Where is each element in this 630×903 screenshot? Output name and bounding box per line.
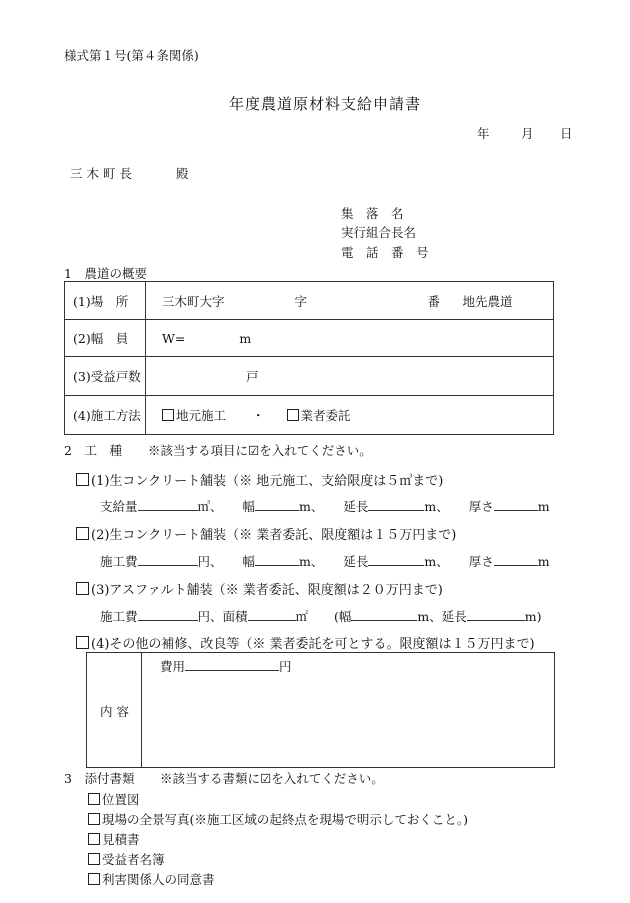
work-item-1: (1)生コンクリート舗装（※ 地元施工、支給限度は５㎥まで) [76, 470, 443, 489]
checkbox-icon[interactable] [88, 833, 100, 845]
checkbox-icon[interactable] [88, 873, 100, 885]
table-row [65, 357, 554, 396]
work-item-2: (2)生コンクリート舗装（※ 業者委託、限度額は１５万円まで) [76, 524, 456, 543]
page-title: 年度農道原材料支給申請書 [229, 95, 422, 113]
section2-heading: 2 工 種 [64, 443, 122, 458]
form-number: 様式第１号(第４条関係) [64, 48, 199, 63]
work-item-2-fields: 施工費 円、 幅 m、 延長 m、 厚さ m [100, 554, 550, 569]
addressee: 三 木 町 長 [70, 166, 132, 181]
content-input-area[interactable] [143, 677, 551, 765]
content-label: 内 容 [100, 704, 129, 719]
row-label: (3)受益戸数 [65, 357, 146, 396]
checkbox-icon[interactable] [88, 853, 100, 865]
cost-field: 費用 円 [160, 659, 292, 674]
work-item-1-fields: 支給量 ㎥、 幅 m、 延長 m、 厚さ m [100, 499, 550, 514]
addressee-suffix: 殿 [176, 166, 189, 181]
checkbox-local-icon[interactable] [162, 409, 174, 421]
section3-heading: 3 添付書類 [64, 771, 135, 786]
applicant-leader: 実行組合長名 [341, 225, 417, 240]
row-label: (4)施工方法 [65, 396, 146, 435]
list-item: 現場の全景写真(※施工区域の起終点を現場で明示しておくこと。) [88, 810, 468, 828]
width-value[interactable]: W= m [146, 320, 554, 357]
date-month: 月 [521, 126, 534, 141]
content-box [86, 652, 555, 768]
checkbox-icon[interactable] [76, 473, 89, 486]
table-row [65, 282, 554, 320]
date-day: 日 [560, 126, 573, 141]
checkbox-icon[interactable] [76, 636, 89, 649]
applicant-phone: 電 話 番 号 [341, 245, 429, 260]
households-value[interactable]: 戸 [146, 357, 554, 396]
work-item-3: (3)アスファルト舗装（※ 業者委託、限度額は２０万円まで) [76, 579, 443, 598]
work-item-4: (4)その他の補修、改良等（※ 業者委託を可とする。限度額は１５万円まで) [76, 633, 535, 652]
list-item: 利害関係人の同意書 [88, 870, 215, 888]
checkbox-icon[interactable] [88, 793, 100, 805]
section3-note: ※該当する書類に☑を入れてください。 [160, 771, 384, 786]
checkbox-icon[interactable] [76, 527, 89, 540]
section1-heading: 1 農道の概要 [64, 266, 147, 281]
table-row [65, 396, 554, 435]
checkbox-icon[interactable] [76, 582, 89, 595]
work-item-3-fields: 施工費 円、面積 ㎡ (幅 m、延長 m) [100, 609, 542, 624]
list-item: 見積書 [88, 830, 140, 848]
checkbox-contractor-icon[interactable] [287, 409, 299, 421]
location-value[interactable]: 三木町大字 字 番 地先農道 [146, 282, 554, 320]
date-year: 年 [477, 126, 490, 141]
list-item: 位置図 [88, 790, 140, 808]
row-label: (2)幅 員 [65, 320, 146, 357]
checkbox-icon[interactable] [88, 813, 100, 825]
table-row [65, 320, 554, 357]
section2-note: ※該当する項目に☑を入れてください。 [148, 443, 372, 458]
applicant-village: 集 落 名 [341, 206, 404, 221]
method-value: 地元施工 ・ 業者委託 [146, 396, 554, 435]
overview-table [64, 281, 554, 435]
list-item: 受益者名簿 [88, 850, 165, 868]
row-label: (1)場 所 [65, 282, 146, 320]
